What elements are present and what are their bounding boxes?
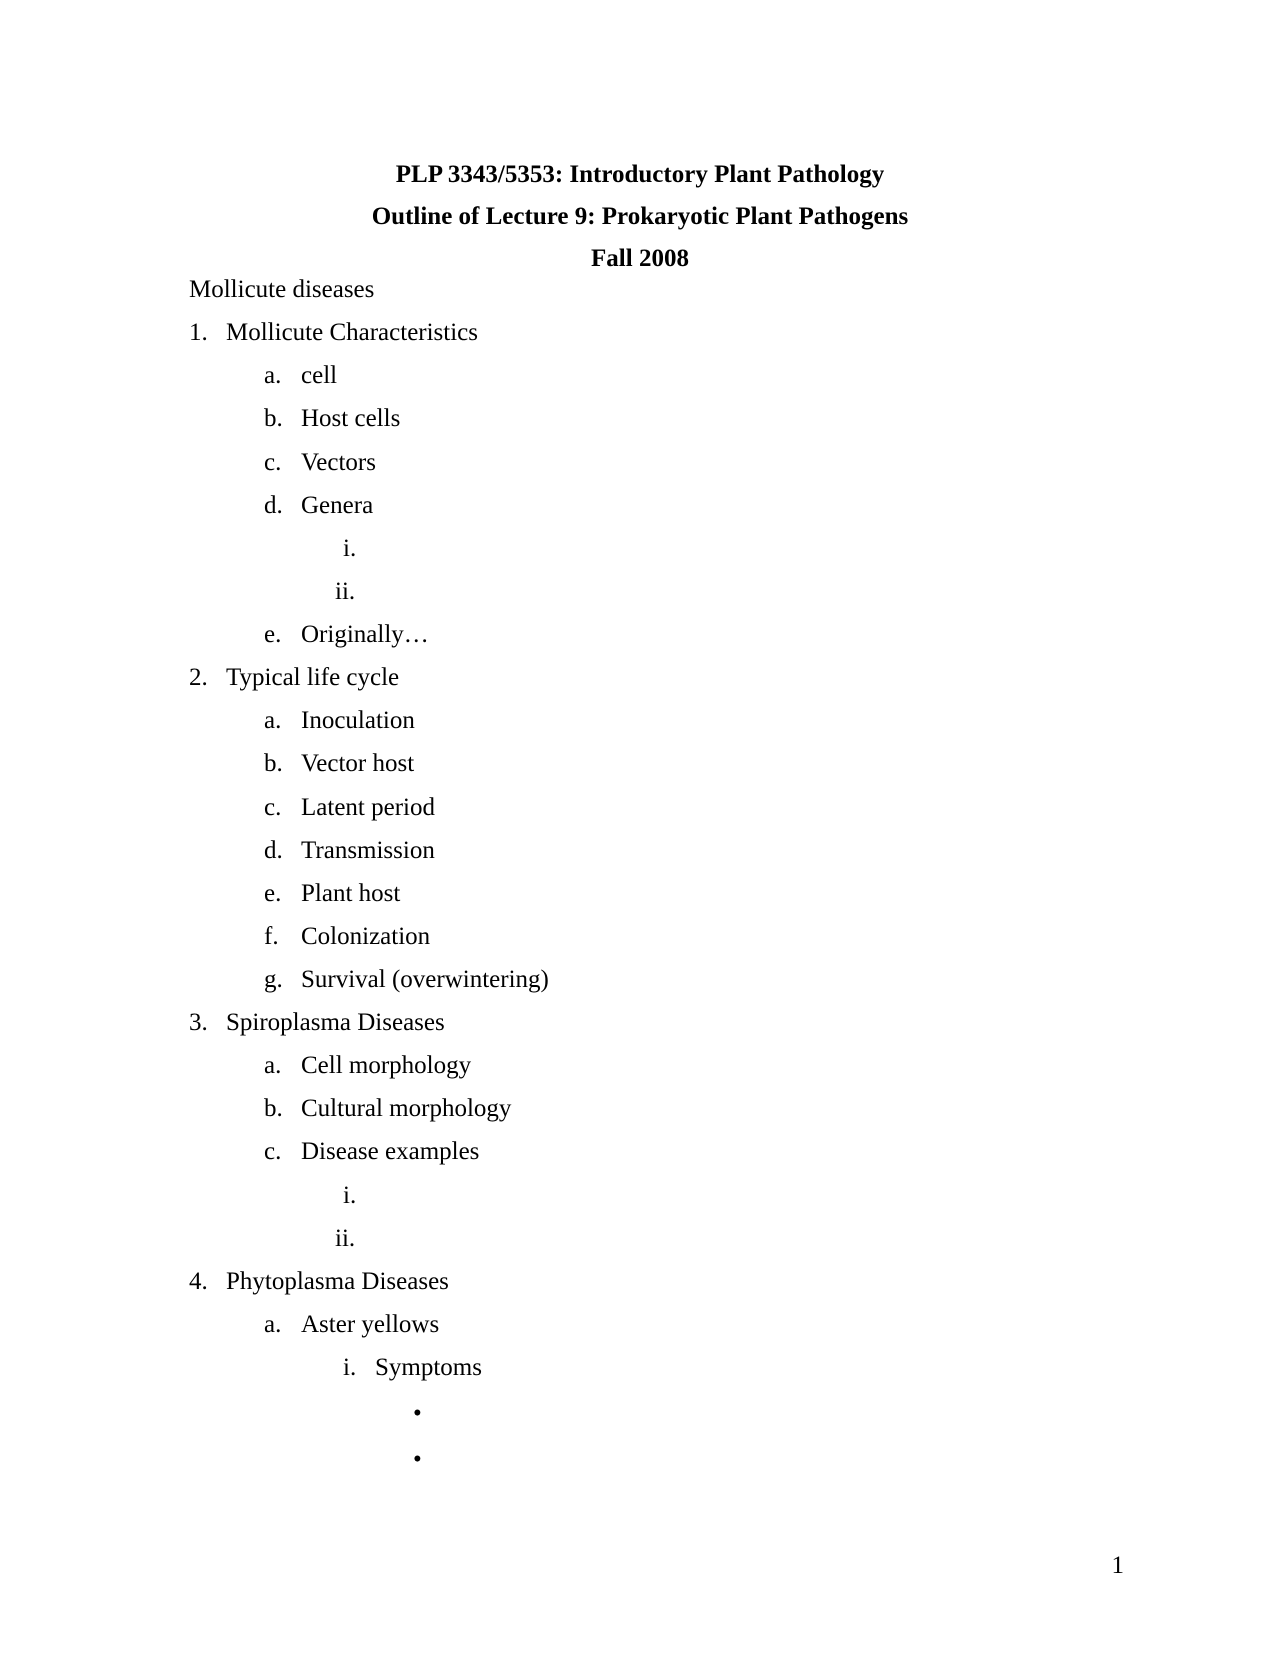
item-marker: i. xyxy=(343,1182,357,1209)
item-text: Genera xyxy=(301,492,374,519)
item-marker: c. xyxy=(264,449,282,476)
outline-item-4a xyxy=(264,1310,439,1340)
item-text: Cell morphology xyxy=(301,1052,472,1079)
outline-item-2a xyxy=(264,706,415,736)
item-text: Plant host xyxy=(301,880,401,907)
item-marker: i. xyxy=(343,535,357,562)
item-text: Survival (overwintering) xyxy=(301,966,549,993)
outline-item-1c xyxy=(264,448,376,478)
item-marker: c. xyxy=(264,794,282,821)
item-marker: f. xyxy=(264,923,279,950)
section-title: Mollicute diseases xyxy=(189,276,375,303)
item-text: Phytoplasma Diseases xyxy=(226,1268,449,1295)
outline-item-4 xyxy=(189,1267,449,1297)
item-text: Originally… xyxy=(301,621,429,648)
item-text: Inoculation xyxy=(301,707,415,734)
outline-item-2d xyxy=(264,836,435,866)
item-marker: a. xyxy=(264,707,282,734)
outline-item-2 xyxy=(189,663,399,693)
outline-item-3c xyxy=(264,1137,479,1167)
item-marker: b. xyxy=(264,1095,283,1122)
item-text: Transmission xyxy=(301,837,435,864)
outline-item-2e xyxy=(264,879,400,909)
item-text: Disease examples xyxy=(301,1138,480,1165)
item-text: cell xyxy=(301,362,338,389)
item-marker: a. xyxy=(264,1311,282,1338)
page-number: 1 xyxy=(1111,1552,1124,1579)
outline-item-3 xyxy=(189,1008,445,1038)
item-text: Aster yellows xyxy=(301,1311,440,1338)
item-text: Spiroplasma Diseases xyxy=(226,1009,445,1036)
item-marker: ii. xyxy=(335,1225,356,1252)
course-title: PLP 3343/5353: Introductory Plant Pathology xyxy=(395,161,885,188)
item-marker: ii. xyxy=(335,578,356,605)
item-marker: 2. xyxy=(189,664,208,691)
bullet-point: • xyxy=(413,1446,422,1473)
item-text: Vector host xyxy=(301,750,415,777)
outline-item-3c-ii xyxy=(335,1224,355,1254)
item-marker: c. xyxy=(264,1138,282,1165)
item-text: Vectors xyxy=(301,449,376,476)
outline-item-2f xyxy=(264,922,430,952)
item-marker: 3. xyxy=(189,1009,208,1036)
item-marker: e. xyxy=(264,621,282,648)
outline-item-3a xyxy=(264,1051,471,1081)
item-text: Symptoms xyxy=(375,1354,482,1381)
item-marker: i. xyxy=(343,1354,357,1381)
item-marker: 1. xyxy=(189,319,208,346)
item-text: Latent period xyxy=(301,794,435,821)
outline-item-1d-i xyxy=(343,534,356,564)
term-title: Fall 2008 xyxy=(591,245,689,272)
item-marker: d. xyxy=(264,492,283,519)
item-text: Colonization xyxy=(301,923,431,950)
outline-item-1a xyxy=(264,361,337,391)
item-text: Cultural morphology xyxy=(301,1095,512,1122)
outline-item-1e xyxy=(264,620,429,650)
item-text: Host cells xyxy=(301,405,401,432)
outline-item-4a-i xyxy=(343,1353,482,1383)
item-marker: a. xyxy=(264,362,282,389)
outline-item-1 xyxy=(189,318,478,348)
outline-item-1d-ii xyxy=(335,577,355,607)
outline-item-2b xyxy=(264,749,414,779)
outline-item-1b xyxy=(264,404,400,434)
item-marker: 4. xyxy=(189,1268,208,1295)
outline-item-1d xyxy=(264,491,373,521)
item-marker: d. xyxy=(264,837,283,864)
item-marker: a. xyxy=(264,1052,282,1079)
outline-item-2c xyxy=(264,793,435,823)
item-text: Typical life cycle xyxy=(226,664,400,691)
item-marker: e. xyxy=(264,880,282,907)
bullet-point: • xyxy=(413,1400,422,1427)
outline-item-2g xyxy=(264,965,549,995)
item-marker: b. xyxy=(264,750,283,777)
item-marker: b. xyxy=(264,405,283,432)
outline-item-3b xyxy=(264,1094,511,1124)
item-marker: g. xyxy=(264,966,283,993)
outline-item-3c-i xyxy=(343,1181,356,1211)
item-text: Mollicute Characteristics xyxy=(226,319,479,346)
lecture-title: Outline of Lecture 9: Prokaryotic Plant Pathogens xyxy=(371,203,909,230)
